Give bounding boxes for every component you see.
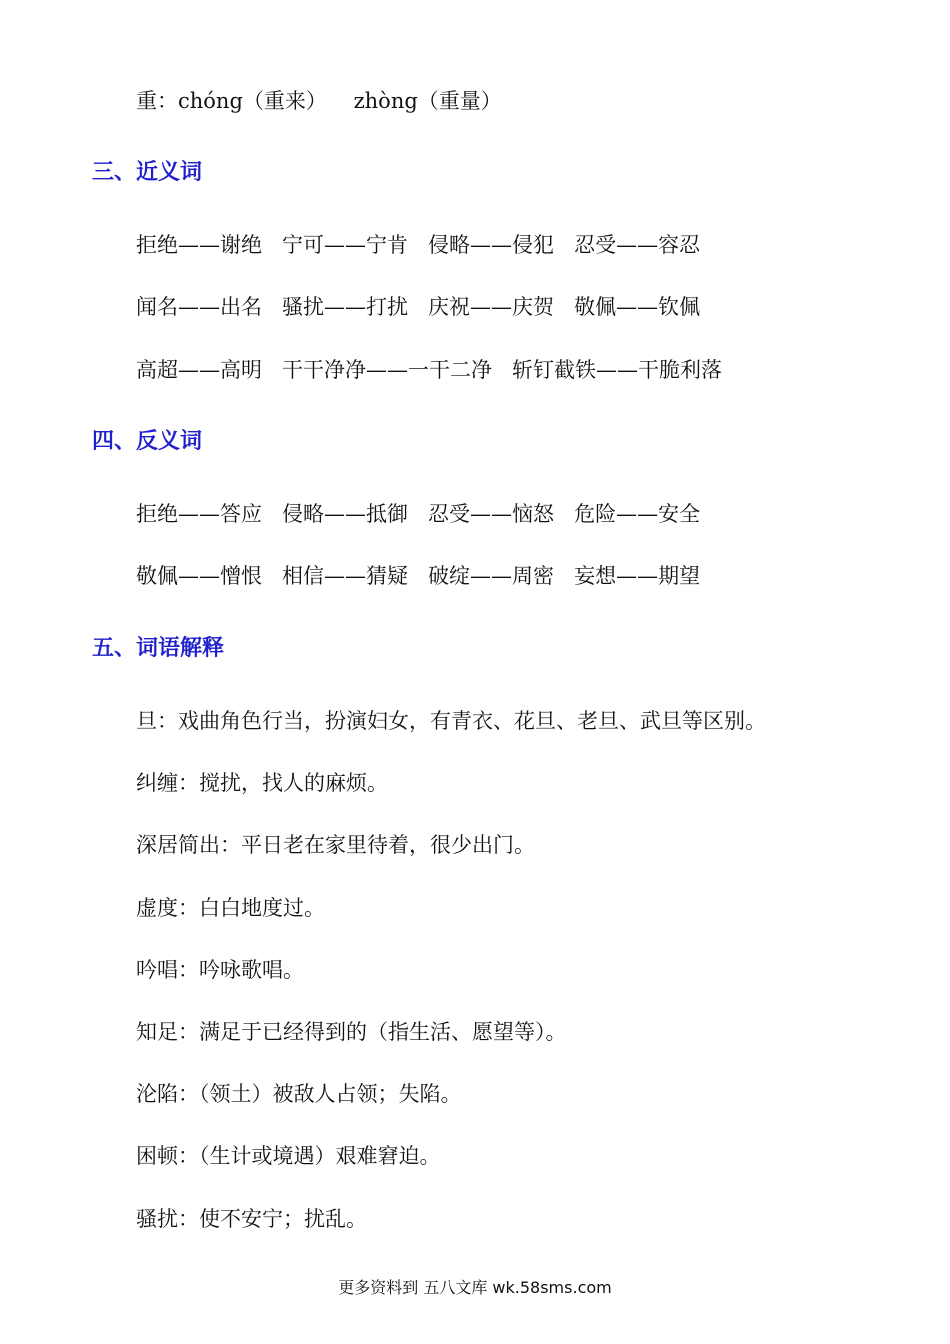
definition-line: 纠缠：搅扰，找人的麻烦。: [136, 771, 388, 795]
definition-line: 困顿：（生计或境遇）艰难窘迫。: [136, 1144, 441, 1168]
section-heading-definitions: 五、词语解释: [92, 636, 225, 661]
definition-line: 旦：戏曲角色行当，扮演妇女，有青衣、花旦、老旦、武旦等区别。: [136, 709, 766, 733]
definition-line: 知足：满足于已经得到的（指生活、愿望等）。: [136, 1020, 567, 1044]
section-heading-antonyms: 四、反义词: [92, 429, 203, 454]
definition-line: 吟唱：吟咏歌唱。: [136, 958, 304, 982]
antonym-line: 敬佩——憎恨 相信——猜疑 破绽——周密 妄想——期望: [136, 564, 701, 588]
synonym-line: 拒绝——谢绝 宁可——宁肯 侵略——侵犯 忍受——容忍: [136, 233, 701, 257]
definition-line: 骚扰：使不安宁；扰乱。: [136, 1207, 367, 1231]
synonym-line: 高超——高明 干干净净——一干二净 斩钉截铁——干脆利落: [136, 358, 723, 382]
section-heading-synonyms: 三、近义词: [92, 160, 203, 185]
synonym-line: 闻名——出名 骚扰——打扰 庆祝——庆贺 敬佩——钦佩: [136, 295, 701, 319]
definition-line: 沦陷：（领土）被敌人占领；失陷。: [136, 1082, 462, 1106]
definition-line: 虚度：白白地度过。: [136, 896, 325, 920]
polyphone-line: 重：chóng（重来） zhòng（重量）: [136, 89, 502, 113]
definition-line: 深居简出：平日老在家里待着，很少出门。: [136, 833, 535, 857]
footer-watermark: 更多资料到 五八文库 wk.58sms.com: [338, 1278, 612, 1297]
antonym-line: 拒绝——答应 侵略——抵御 忍受——恼怒 危险——安全: [136, 502, 701, 526]
